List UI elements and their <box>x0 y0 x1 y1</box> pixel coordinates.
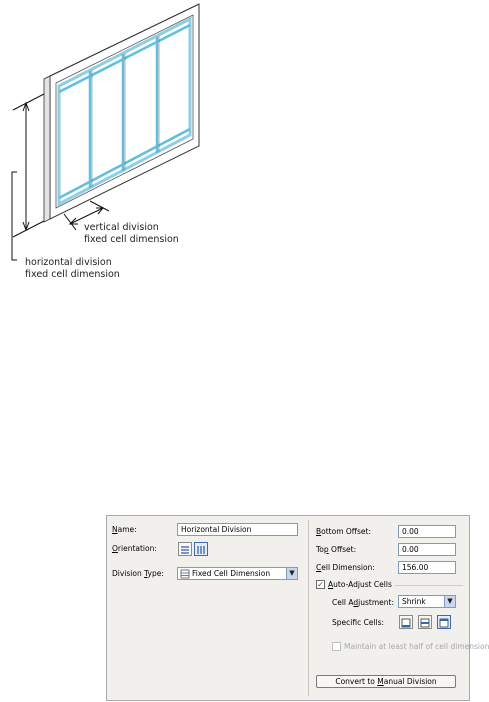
bottom-offset-input[interactable]: 0.00 <box>398 525 456 538</box>
top-offset-input[interactable]: 0.00 <box>398 543 456 556</box>
cell-dimension-input[interactable]: 156.00 <box>398 561 456 574</box>
division-type-icon <box>180 569 190 579</box>
top-offset-label: Top Offset: <box>316 545 357 554</box>
vertical-lines-icon <box>195 544 207 556</box>
auto-adjust-label: Auto-Adjust Cells <box>328 580 392 589</box>
cell-adjustment-label: Cell Adjustment: <box>332 598 394 607</box>
cell-middle-icon <box>419 617 431 629</box>
maintain-half-label: Maintain at least half of cell dimension <box>344 642 489 651</box>
cell-adjustment-value: Shrink <box>402 597 426 606</box>
orientation-label: Orientation: <box>112 544 157 553</box>
chevron-down-icon[interactable]: ▼ <box>444 596 455 607</box>
bottom-offset-label: Bottom Offset: <box>316 527 371 536</box>
auto-adjust-checkbox[interactable]: ✓ <box>317 580 324 589</box>
cell-dimension-label: Cell Dimension: <box>316 563 375 572</box>
specific-cells-end-button[interactable] <box>437 615 451 629</box>
name-label: Name: <box>112 525 137 534</box>
panel-divider <box>308 520 309 696</box>
orientation-vertical-button[interactable] <box>194 542 208 556</box>
vertical-fixed-cell-text: fixed cell dimension <box>84 234 179 245</box>
chevron-down-icon[interactable]: ▼ <box>286 568 297 579</box>
name-input[interactable]: Horizontal Division <box>177 523 298 536</box>
specific-cells-label: Specific Cells: <box>332 618 385 627</box>
specific-cells-start-button[interactable] <box>399 615 413 629</box>
cell-adjustment-select[interactable] <box>398 595 456 608</box>
orientation-horizontal-button[interactable] <box>178 542 192 556</box>
vertical-division-label <box>84 222 179 246</box>
division-type-select[interactable] <box>177 567 298 580</box>
convert-to-manual-division-button[interactable]: Convert to Manual Division <box>316 675 456 688</box>
division-type-label: Division Type: <box>112 569 164 578</box>
horizontal-lines-icon <box>179 544 191 556</box>
horizontal-division-label <box>25 257 120 281</box>
group-separator <box>395 585 463 586</box>
division-type-value: Fixed Cell Dimension <box>192 569 271 578</box>
specific-cells-middle-button[interactable] <box>418 615 432 629</box>
horizontal-fixed-cell-text: fixed cell dimension <box>25 269 120 280</box>
cell-start-icon <box>400 617 412 629</box>
division-properties-panel <box>106 515 489 701</box>
frame-depth-left <box>44 76 50 222</box>
horizontal-division-dimension <box>12 94 44 260</box>
vertical-division-text: vertical division <box>84 222 159 233</box>
horizontal-division-text: horizontal division <box>25 257 112 268</box>
cell-end-icon <box>438 617 450 629</box>
maintain-half-checkbox[interactable] <box>332 642 341 651</box>
